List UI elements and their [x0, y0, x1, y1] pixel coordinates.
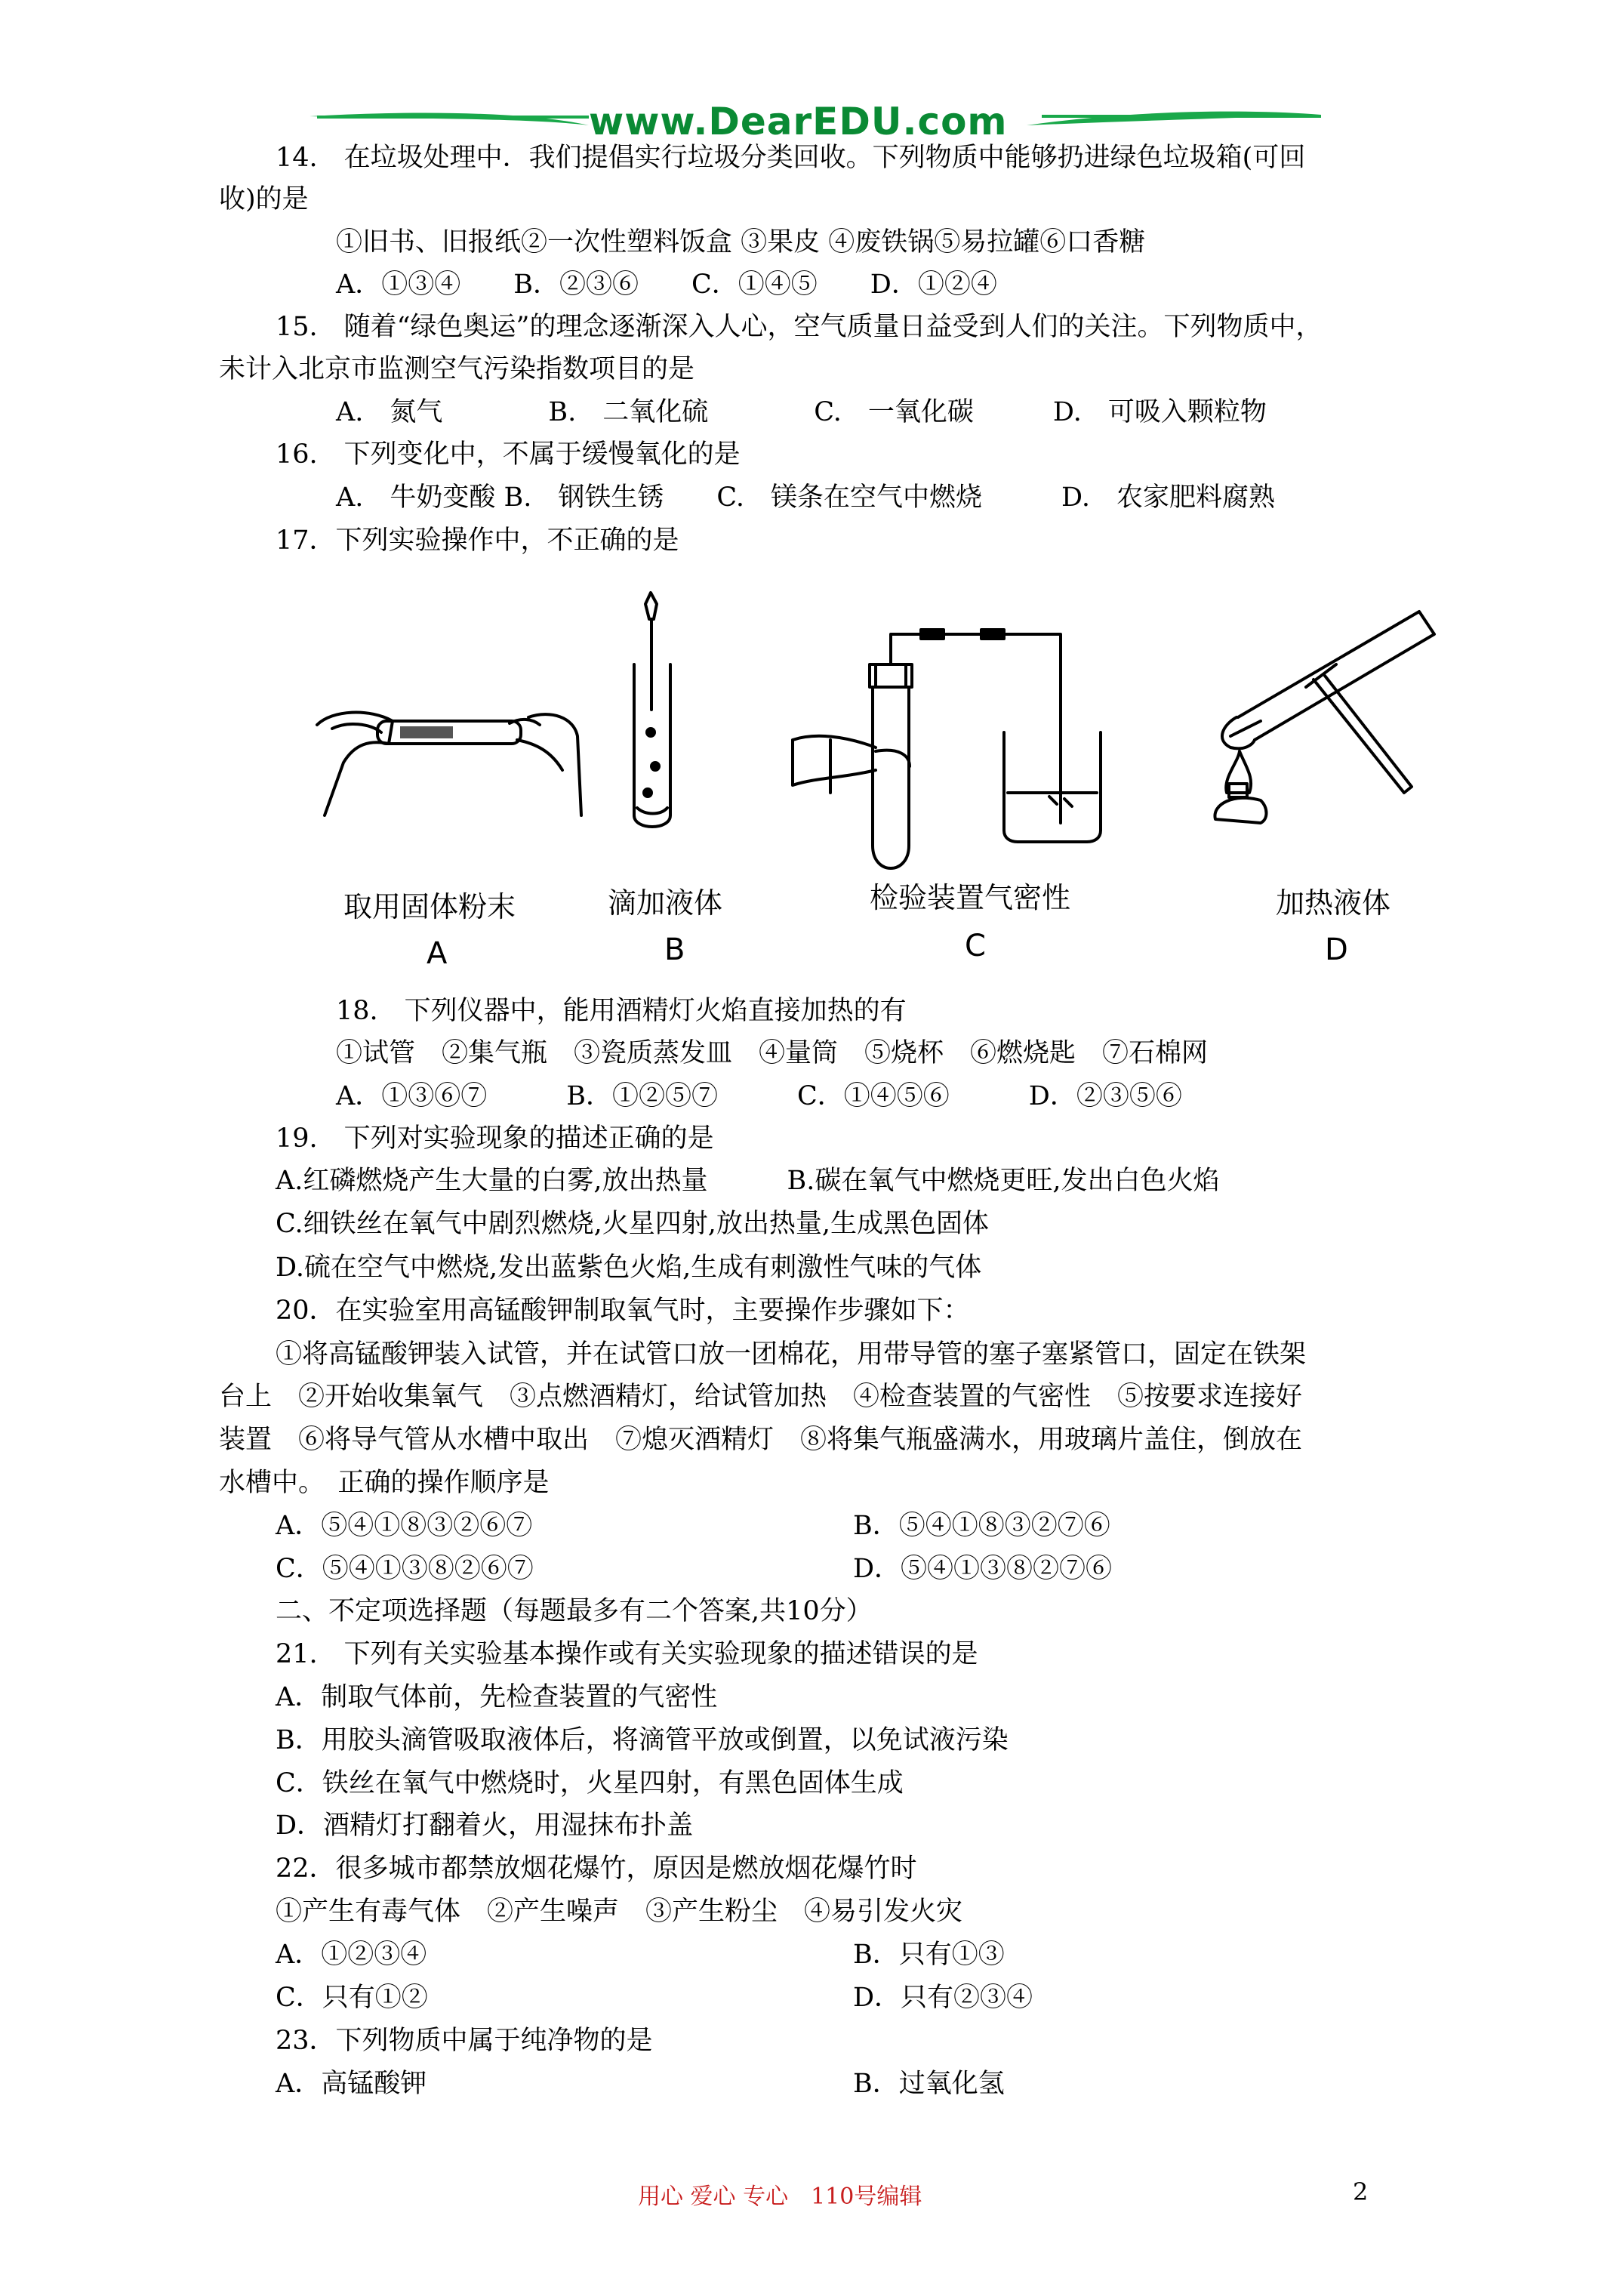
- figure-d-heating: [1215, 612, 1434, 823]
- caption-d: 加热液体: [1276, 886, 1391, 920]
- q21-option-b: B．用胶头滴管吸取液体后，将滴管平放或倒置，以免试液污染: [276, 1725, 1009, 1755]
- q14-stem-cont: 收)的是: [219, 184, 309, 214]
- q20-steps-1: ①将高锰酸钾装入试管，并在试管口放一团棉花，用带导管的塞子塞紧管口，固定在铁架: [276, 1339, 1307, 1370]
- figure-c-airtightness: [793, 630, 1101, 868]
- q15-stem: 15. 随着“绿色奥运”的理念逐渐深入人心，空气质量日益受到人们的关注。下列物质中，: [276, 312, 1323, 342]
- q23-option-b: B．过氧化氢: [853, 2069, 1005, 2099]
- q22-items: ①产生有毒气体 ②产生噪声 ③产生粉尘 ④易引发火灾: [276, 1897, 963, 1927]
- page-number: 2: [1353, 2177, 1369, 2206]
- q21-option-d: D．酒精灯打翻着火，用湿抹布扑盖: [276, 1811, 694, 1841]
- q20-option-d: D．⑤④①③⑧②⑦⑥: [853, 1554, 1113, 1584]
- caption-a: 取用固体粉末: [343, 890, 516, 923]
- label-d: D: [1325, 932, 1348, 967]
- section-two-heading: 二、不定项选择题（每题最多有二个答案,共10分）: [276, 1596, 873, 1626]
- q16-stem: 16. 下列变化中，不属于缓慢氧化的是: [276, 439, 741, 470]
- q23-stem: 23．下列物质中属于纯净物的是: [276, 2026, 653, 2056]
- q14-stem: 14. 在垃圾处理中．我们提倡实行垃圾分类回收。下列物质中能够扔进绿色垃圾箱(可回: [276, 143, 1306, 173]
- q14-options: A．①③④ B．②③⑥ C．①④⑤ D．①②④: [336, 270, 997, 300]
- q17-figure: [302, 589, 1480, 982]
- q22-option-a: A．①②③④: [276, 1940, 427, 1970]
- caption-b: 滴加液体: [608, 886, 723, 920]
- q15-stem-cont: 未计入北京市监测空气污染指数项目的是: [219, 354, 695, 384]
- figure-a-hands-tube: [317, 713, 581, 815]
- q16-options: A. 牛奶变酸 B. 钢铁生锈 C. 镁条在空气中燃烧 D. 农家肥料腐熟: [336, 482, 1275, 513]
- q19-option-ab: A.红磷燃烧产生大量的白雾,放出热量 B.碳在氧气中燃烧更旺,发出白色火焰: [276, 1166, 1220, 1196]
- q21-option-c: C．铁丝在氧气中燃烧时，火星四射，有黑色固体生成: [276, 1768, 904, 1798]
- footer-credit: 用心 爱心 专心 110号编辑: [638, 2184, 922, 2210]
- q18-items: ①试管 ②集气瓶 ③瓷质蒸发皿 ④量筒 ⑤烧杯 ⑥燃烧匙 ⑦石棉网: [336, 1038, 1209, 1068]
- label-b: B: [664, 932, 685, 967]
- q20-steps-4: 水槽中。 正确的操作顺序是: [219, 1468, 550, 1498]
- caption-c: 检验装置气密性: [870, 881, 1071, 914]
- q20-option-a: A．⑤④①⑧③②⑥⑦: [276, 1511, 533, 1541]
- figure-b-dropper-tube: [634, 593, 670, 827]
- q20-option-c: C．⑤④①③⑧②⑥⑦: [276, 1554, 534, 1584]
- label-a: A: [427, 936, 448, 971]
- q21-stem: 21. 下列有关实验基本操作或有关实验现象的描述错误的是: [276, 1639, 978, 1669]
- q20-steps-2: 台上 ②开始收集氧气 ③点燃酒精灯，给试管加热 ④检查装置的气密性 ⑤按要求连接好: [219, 1382, 1303, 1412]
- q19-stem: 19. 下列对实验现象的描述正确的是: [276, 1123, 714, 1154]
- q22-stem: 22．很多城市都禁放烟花爆竹，原因是燃放烟花爆竹时: [276, 1854, 917, 1884]
- q22-option-c: C．只有①②: [276, 1983, 428, 2013]
- q20-steps-3: 装置 ⑥将导气管从水槽中取出 ⑦熄灭酒精灯 ⑧将集气瓶盛满水，用玻璃片盖住，倒放在: [219, 1425, 1303, 1455]
- q22-option-d: D．只有②③④: [853, 1983, 1033, 2013]
- q19-option-c: C.细铁丝在氧气中剧烈燃烧,火星四射,放出热量,生成黑色固体: [276, 1209, 990, 1239]
- site-url: www.DearEDU.com: [589, 100, 1008, 143]
- q18-stem: 18. 下列仪器中，能用酒精灯火焰直接加热的有: [336, 996, 907, 1026]
- q21-option-a: A．制取气体前，先检查装置的气密性: [276, 1682, 718, 1712]
- q18-options: A．①③⑥⑦ B．①②⑤⑦ C．①④⑤⑥ D．②③⑤⑥: [336, 1081, 1182, 1111]
- q14-items: ①旧书、旧报纸②一次性塑料饭盒 ③果皮 ④废铁锅⑤易拉罐⑥口香糖: [336, 227, 1146, 257]
- q20-stem: 20．在实验室用高锰酸钾制取氧气时，主要操作步骤如下：: [276, 1296, 970, 1326]
- q22-option-b: B．只有①③: [853, 1940, 1005, 1970]
- q20-option-b: B．⑤④①⑧③②⑦⑥: [853, 1511, 1110, 1541]
- q17-stem: 17．下列实验操作中，不正确的是: [276, 525, 679, 556]
- q15-options: A. 氮气 B. 二氧化硫 C. 一氧化碳 D. 可吸入颗粒物: [336, 397, 1267, 427]
- q23-option-a: A．高锰酸钾: [276, 2069, 427, 2099]
- label-c: C: [965, 929, 986, 963]
- q19-option-d: D.硫在空气中燃烧,发出蓝紫色火焰,生成有刺激性气味的气体: [276, 1253, 982, 1283]
